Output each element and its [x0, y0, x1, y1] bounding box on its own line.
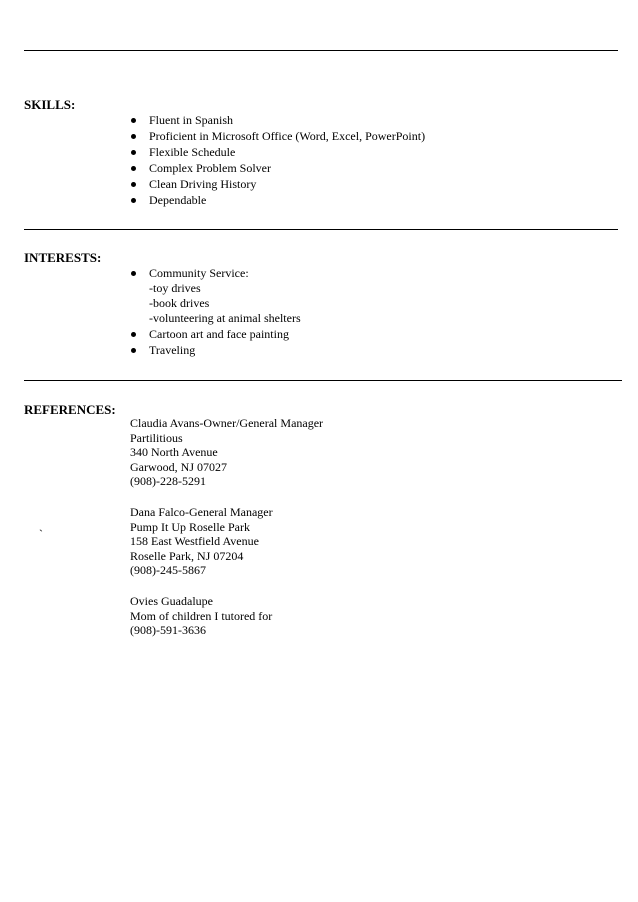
- reference-street: 158 East Westfield Avenue: [130, 534, 259, 549]
- interest-subitem: -book drives: [149, 296, 210, 310]
- reference-city: Roselle Park, NJ 07204: [130, 548, 244, 563]
- interests-list: [130, 265, 301, 358]
- reference-entry: [130, 416, 323, 489]
- interest-item: Traveling: [130, 342, 301, 358]
- skill-item: Dependable: [130, 192, 425, 208]
- reference-company: Pump It Up Roselle Park: [130, 519, 250, 534]
- skill-item: Proficient in Microsoft Office (Word, Excel, PowerPoint): [130, 128, 425, 144]
- skills-divider: [24, 229, 618, 230]
- reference-street: 340 North Avenue: [130, 445, 218, 460]
- reference-phone: (908)-245-5867: [130, 563, 206, 578]
- skill-item: Fluent in Spanish: [130, 112, 425, 128]
- reference-relation: Mom of children I tutored for: [130, 608, 273, 623]
- reference-phone: (908)-591-3636: [130, 623, 206, 638]
- skill-item: Flexible Schedule: [130, 144, 425, 160]
- interest-item: Cartoon art and face painting: [130, 326, 301, 342]
- reference-name: Ovies Guadalupe: [130, 594, 213, 608]
- skill-item: Clean Driving History: [130, 176, 425, 192]
- reference-company: Partilitious: [130, 430, 183, 445]
- reference-entry: [130, 505, 273, 578]
- reference-entry: [130, 594, 272, 638]
- top-divider: [24, 50, 618, 51]
- interests-divider: [24, 380, 622, 381]
- skills-list: [130, 112, 425, 208]
- interests-heading: INTERESTS:: [24, 250, 102, 265]
- skills-heading: SKILLS:: [24, 97, 76, 112]
- references-heading: REFERENCES:: [24, 402, 116, 417]
- reference-city: Garwood, NJ 07027: [130, 459, 227, 474]
- interest-subitem: -volunteering at animal shelters: [149, 311, 301, 325]
- reference-name: Claudia Avans-Owner/General Manager: [130, 416, 324, 430]
- reference-phone: (908)-228-5291: [130, 474, 206, 489]
- skill-item: Complex Problem Solver: [130, 160, 425, 176]
- reference-name: Dana Falco-General Manager: [130, 505, 273, 519]
- interest-label: Community Service:: [149, 266, 249, 280]
- interest-item: [130, 265, 301, 326]
- stray-mark: `: [39, 527, 43, 541]
- interest-subitem: -toy drives: [149, 281, 201, 295]
